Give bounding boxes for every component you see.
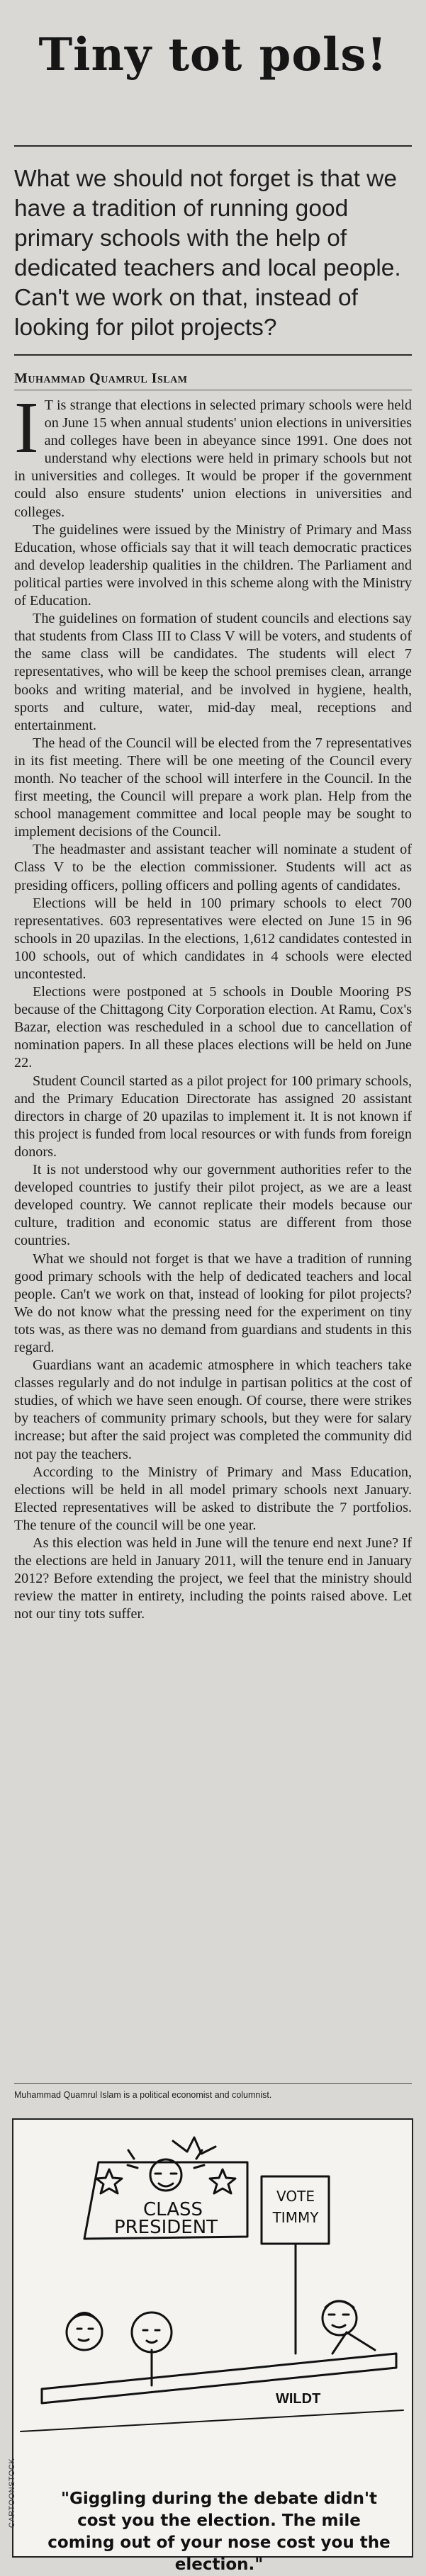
sign-text-timmy: TIMMY — [272, 2209, 319, 2226]
article-body — [14, 397, 412, 2077]
title-rule — [14, 145, 412, 147]
paragraph: As this election was held in June will the tenure end next June? If the elections are held in January 2011, will the tenure end in January 2012? Before extending the project, we feel that the ministry should review the matter in entirety, including the points raised above. Let not our tiny tots suffer. — [14, 1535, 412, 1622]
paragraph: Student Council started as a pilot project for 100 primary schools, and the Primary Education Directorate has assigned 20 assistant directors in charge of 20 upazilas to implement it. It is not known if this project is funded from local resources or with funds from foreign donors. — [14, 1073, 412, 1160]
paragraph: The headmaster and assistant teacher will nominate a student of Class V to be the election commissioner. Students will act as presiding officers, polling officers and polling agents of candidates. — [14, 842, 412, 893]
paragraph: What we should not forget is that we have a tradition of running good primary schools with the help of dedicated teachers and local people. Can't we work on that, instead of looking for pilot projects? We do not know what the pressing need for the experiment on tiny tots was, as there was no demand from guardians and students in this regard. — [14, 1250, 412, 1355]
drop-cap: I — [14, 397, 39, 468]
paragraph: The head of the Council will be elected from the 7 representatives in its fist meeting. There will be one meeting of the Council every month. No teacher of the school will interfere in the Council. In the first meeting, the Council will prepare a work plan. Help from the school management committee and local people may be sought to implement decisions of the Council. — [14, 735, 412, 840]
cartoon-signature: WILDT — [276, 2391, 321, 2407]
article-title: Tiny tot pols! — [38, 28, 388, 81]
star-icon — [210, 2169, 235, 2193]
star-icon — [96, 2169, 122, 2193]
body-end-rule — [14, 2083, 412, 2084]
paragraph: I T is strange that elections in selected primary schools were held on June 15 when annual students' union elections in universities and colleges have been in abeyance since 1991. One does not understand why elections were held in primary schools but not in universities and colleges. It would be proper if the government could also ensure students' union elections in universities and colleges. — [14, 397, 412, 520]
strapline: What we should not forget is that we have a tradition of running good primary schools with the help of dedicated teachers and local people. Can't we work on that, instead of looking for pilot projects? — [14, 166, 401, 341]
cartoon-panel — [8, 2118, 413, 2574]
paragraph: The guidelines were issued by the Ministry of Primary and Mass Education, whose officials say that it will teach democratic practices and develop leadership qualities in the children. The Parliament and political parties were involved in this scheme along with the Ministry of Education. — [14, 521, 412, 609]
strapline-rule — [14, 354, 412, 356]
paragraph: The guidelines on formation of student councils and elections say that students from Class III to Class V will be voters, and students of the same class will be candidates. The students will elect 7 representatives, who will be keep the school premises clean, arrange books and writing material, and be involved in hygiene, health, sports and culture, water, mid-day meal, receptions and entertainment. — [14, 611, 412, 733]
banner-text-class: CLASS — [142, 2199, 203, 2220]
cartoon-caption: "Giggling during the debate didn't cost you the election. The mile coming out of your nose cost you the election." — [47, 2490, 391, 2574]
byline: Muhammad Quamrul Islam — [14, 371, 188, 386]
cartoon-kid-head — [132, 2312, 172, 2352]
paragraph: Elections will be held in 100 primary schools to elect 700 representatives. 603 representatives were elected on June 15 in 96 schools in 20 upazilas. In the elections, 1,612 candidates contested in 100 schools, out of which candidates in 4 schools were elected uncontested. — [14, 895, 412, 982]
banner-text-president: PRESIDENT — [113, 2217, 218, 2238]
paragraph: Guardians want an academic atmosphere in which teachers take classes regularly and do not indulge in partisan politics at the cost of studies, of which we have seen enough. Of course, there were strikes by teachers of community primary schools, but they were for salary increase; but after the said project was completed the community did not pay the teachers. — [14, 1357, 412, 1462]
author-note: Muhammad Quamrul Islam is a political economist and columnist. — [14, 2090, 272, 2100]
podium — [42, 2354, 396, 2403]
paragraph: According to the Ministry of Primary and Mass Education, elections will be held in all model primary schools next January. Elected representatives will be asked to distribute the 7 portfolios. The tenure of the council will be one year. — [14, 1464, 412, 1533]
paragraph: It is not understood why our government authorities refer to the developed countries to justify their pilot project, as we are a least developed country. We cannot replicate their models because our culture, tradition and economic status are different from those countries. — [14, 1162, 412, 1249]
paragraph: Elections were postponed at 5 schools in Double Mooring PS because of the Chittagong City Corporation election. At Ramu, Cox's Bazar, election was rescheduled in a school due to cancellation of nomination papers. In all these places elections will be held on June 22. — [14, 984, 412, 1071]
cartoon-credit: CARTOONSTOCK — [8, 2458, 16, 2528]
sign-text-vote: VOTE — [276, 2188, 315, 2205]
